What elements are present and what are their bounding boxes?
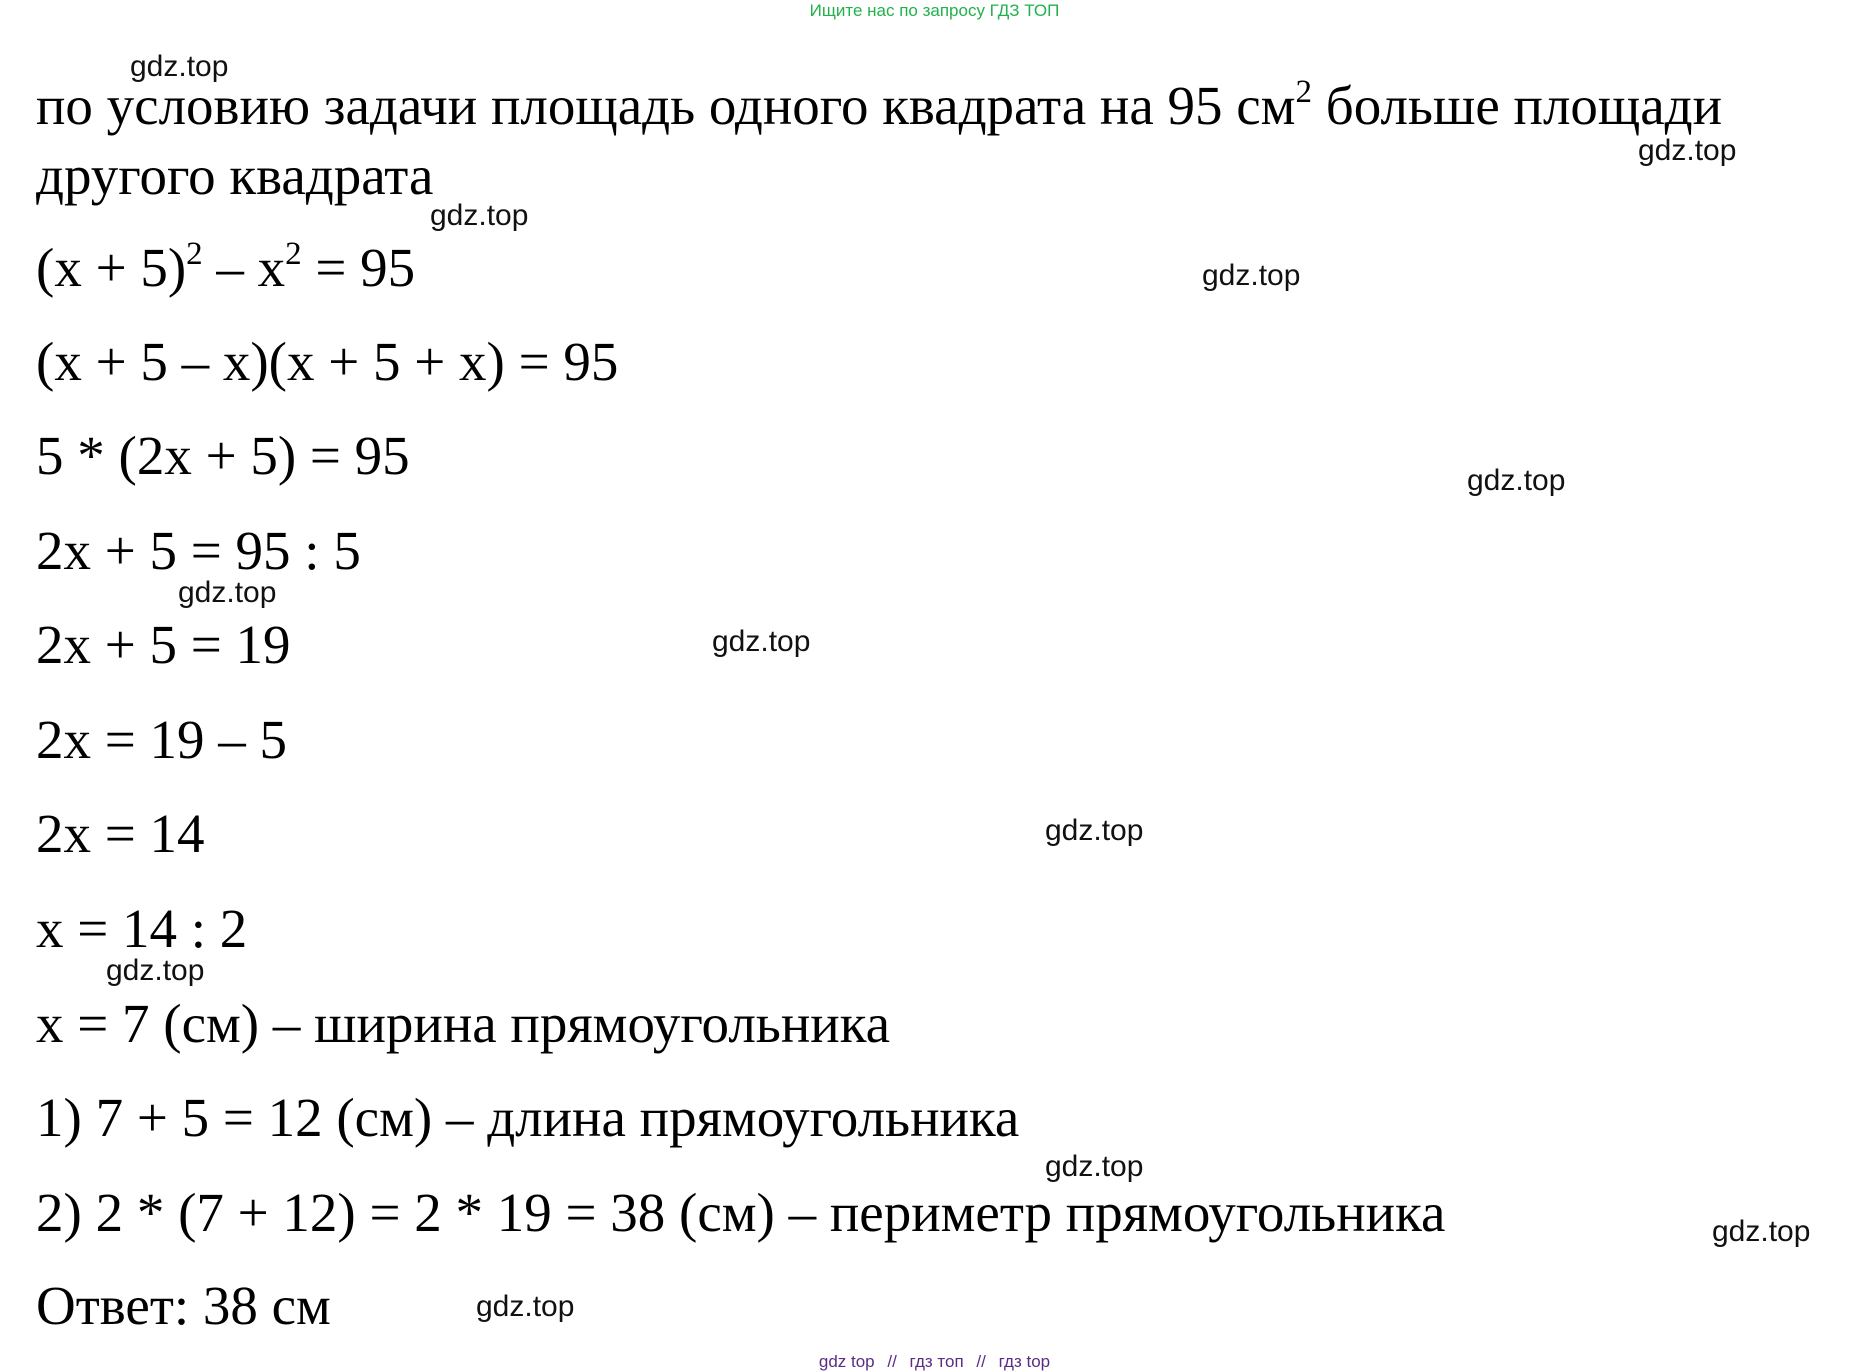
answer-line: Ответ: 38 см: [36, 1275, 331, 1336]
equation-4: 2x + 5 = 95 : 5: [36, 520, 361, 581]
watermark: gdz.top: [1712, 1215, 1811, 1248]
footer-link-gdz-top[interactable]: gdz top: [818, 1352, 875, 1371]
watermark: gdz.top: [1202, 259, 1301, 292]
equation-11: 2) 2 * (7 + 12) = 2 * 19 = 38 (см) – периметр прямоугольника: [36, 1182, 1446, 1243]
equation-5: 2x + 5 = 19: [36, 614, 291, 675]
footer-link-gdz-top-mixed[interactable]: гдз top: [998, 1352, 1051, 1371]
watermark: gdz.top: [712, 625, 811, 658]
watermark: gdz.top: [1045, 1150, 1144, 1183]
footer-link-gdz-top-ru[interactable]: гдз топ: [909, 1352, 964, 1371]
footer: [0, 1352, 1869, 1372]
problem-text-line-1: по условию задачи площадь одного квадрата на 95 $см^2$ больше площади: [36, 74, 1723, 136]
watermark: gdz.top: [178, 576, 277, 609]
equation-7: 2x = 14: [36, 803, 205, 864]
watermark: gdz.top: [1638, 134, 1737, 167]
equation-9: x = 7 (см) – ширина прямоугольника: [36, 993, 891, 1054]
top-banner: Ищите нас по запросу ГДЗ ТОП: [809, 1, 1060, 20]
watermark: gdz.top: [430, 199, 529, 232]
watermark: gdz.top: [130, 50, 229, 83]
equation-3: 5 * (2x + 5) = 95: [36, 425, 410, 486]
watermark: gdz.top: [1045, 814, 1144, 847]
equation-1: $(x + 5)^2 - x^2 = 95$: [36, 236, 416, 298]
equation-6: 2x = 19 – 5: [36, 709, 288, 770]
equation-2: (x + 5 – x)(x + 5 + x) = 95: [36, 331, 619, 392]
equation-8: x = 14 : 2: [36, 898, 248, 959]
footer-separator: //: [976, 1352, 986, 1371]
footer-separator: //: [887, 1352, 897, 1371]
watermark: gdz.top: [106, 954, 205, 987]
watermark: gdz.top: [1467, 464, 1566, 497]
problem-text-line-2: другого квадрата: [36, 145, 434, 206]
watermark: gdz.top: [476, 1290, 575, 1323]
equation-10: 1) 7 + 5 = 12 (см) – длина прямоугольника: [36, 1087, 1020, 1148]
